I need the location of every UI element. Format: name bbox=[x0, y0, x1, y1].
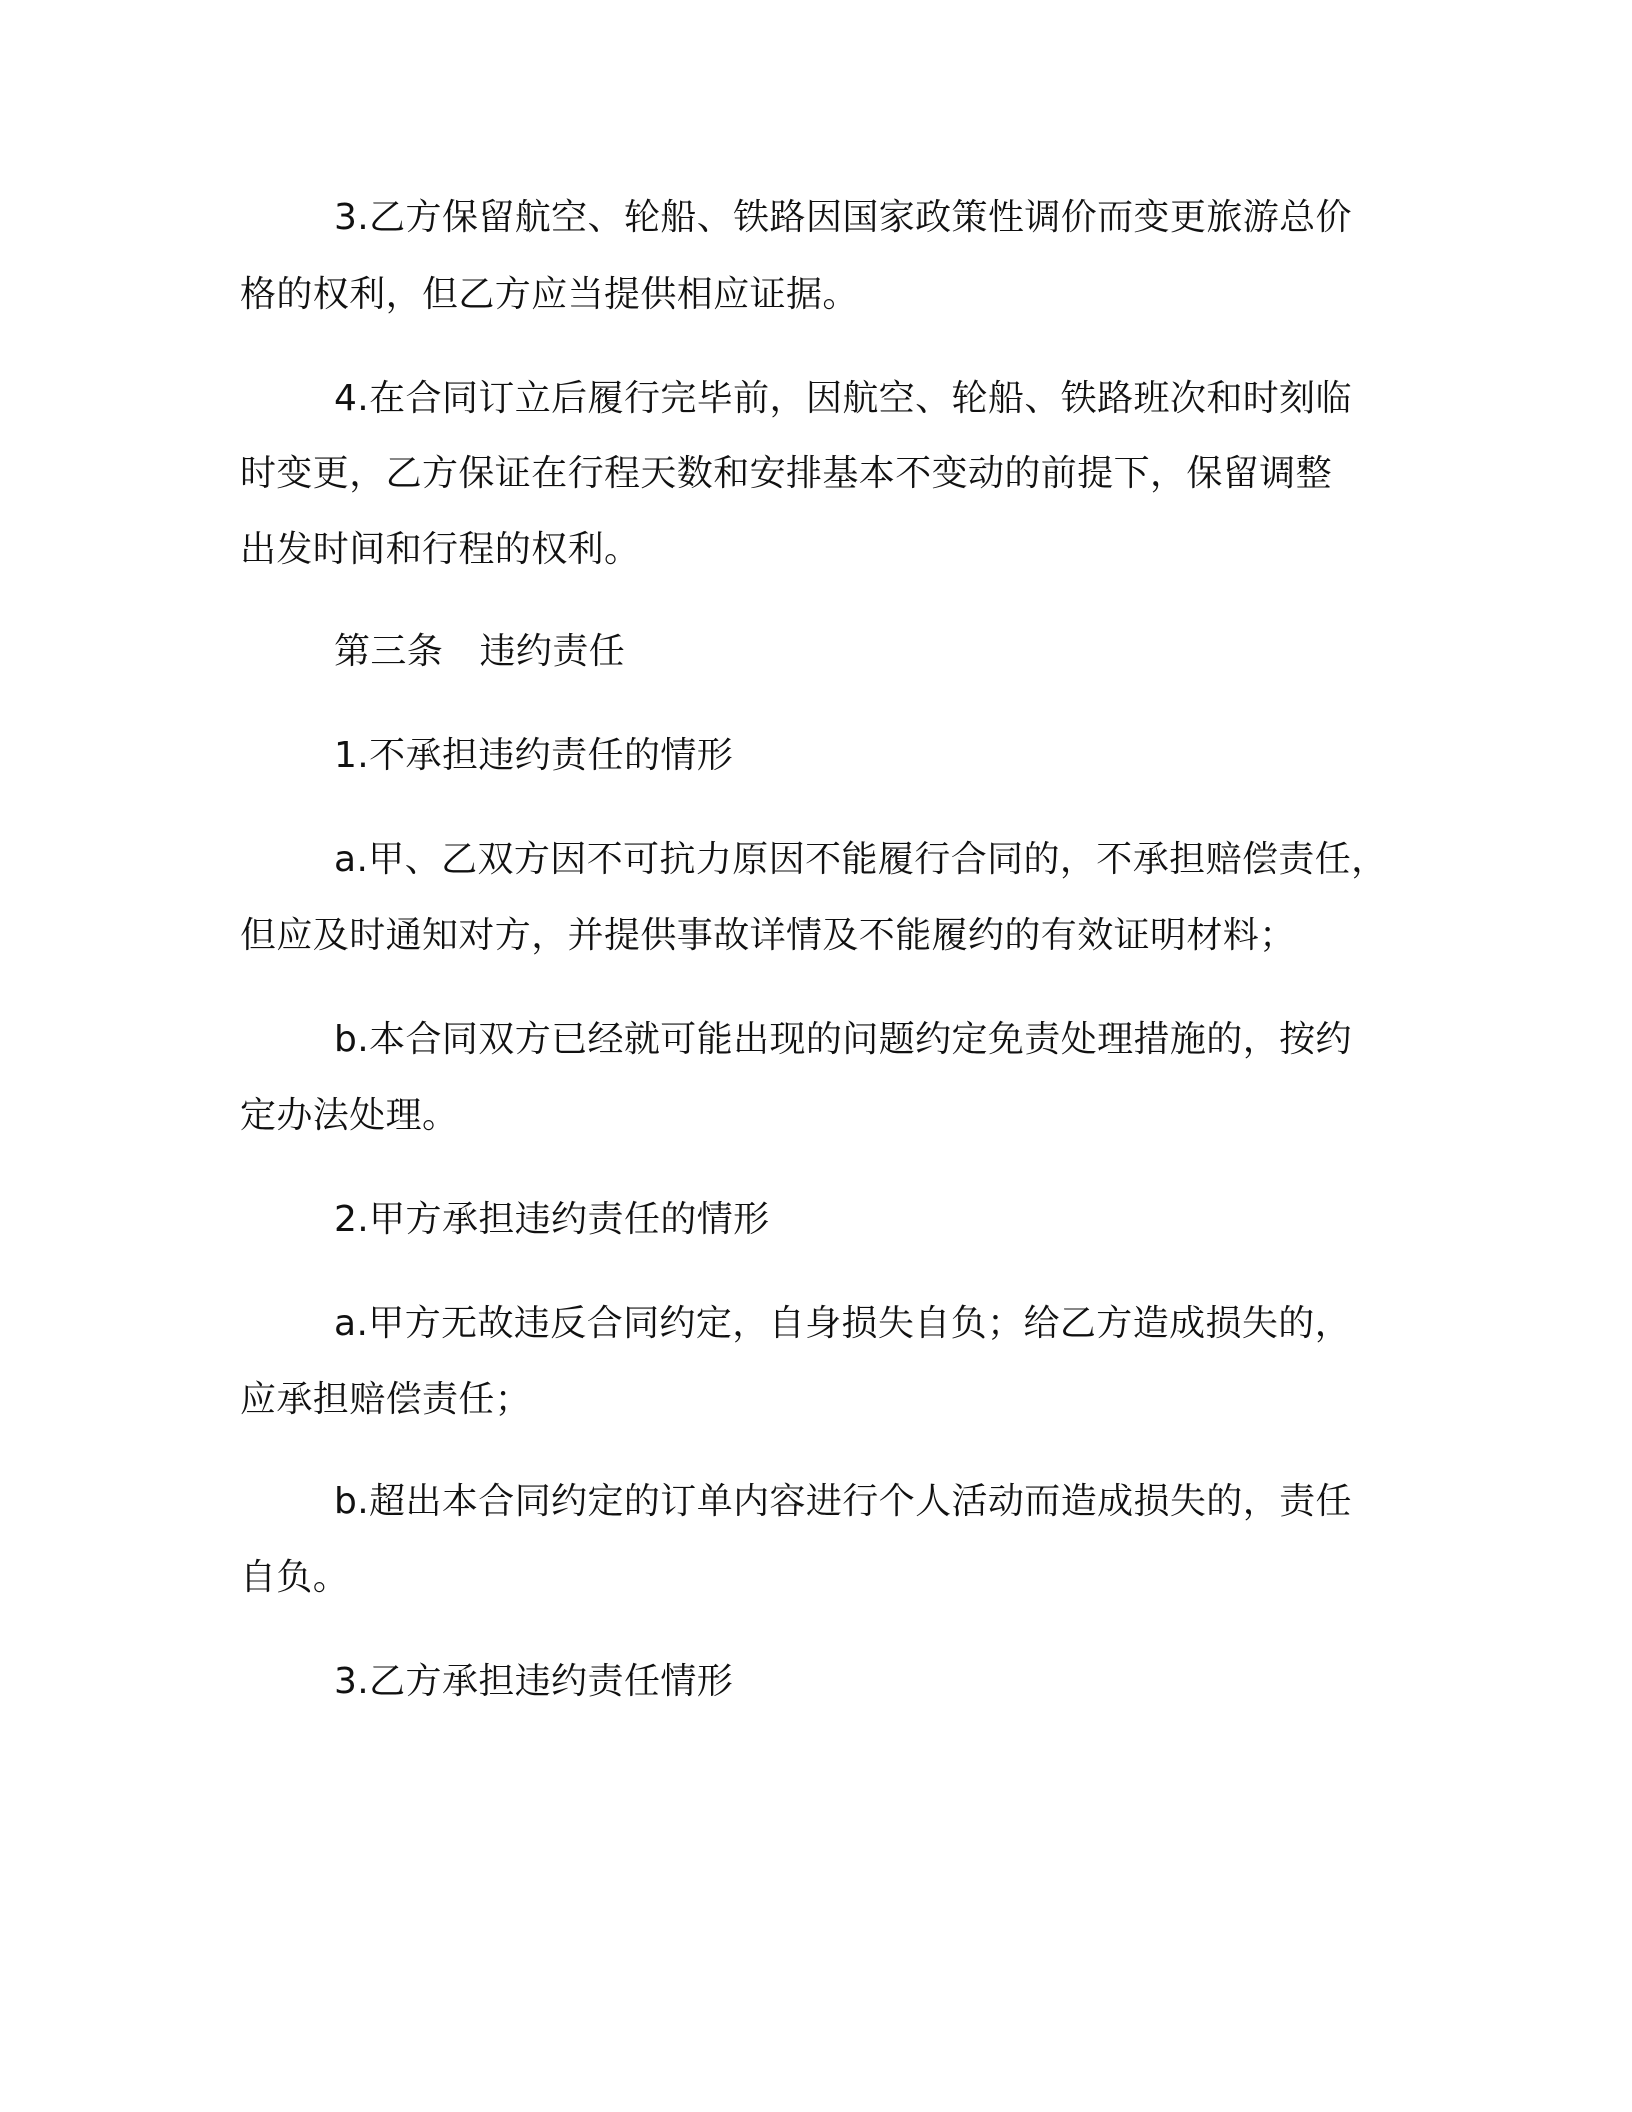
text-line: 但应及时通知对方，并提供事故详情及不能履约的有效证明材料； bbox=[240, 915, 1296, 956]
text-line: 时变更，乙方保证在行程天数和安排基本不变动的前提下，保留调整 bbox=[240, 453, 1333, 494]
text-line: a.甲、乙双方因不可抗力原因不能履行合同的，不承担赔偿责任， bbox=[334, 839, 1388, 880]
text-line: 应承担赔偿责任； bbox=[240, 1379, 532, 1420]
text-line: b.本合同双方已经就可能出现的问题约定免责处理措施的，按约 bbox=[334, 1019, 1352, 1060]
subsection-heading: 3.乙方承担违约责任情形 bbox=[334, 1661, 734, 1702]
subsection-heading: 2.甲方承担违约责任的情形 bbox=[334, 1199, 770, 1240]
text-line: 4.在合同订立后履行完毕前，因航空、轮船、铁路班次和时刻临 bbox=[334, 378, 1352, 419]
text-line: 定办法处理。 bbox=[240, 1095, 459, 1136]
text-line: b.超出本合同约定的订单内容进行个人活动而造成损失的，责任 bbox=[334, 1481, 1352, 1522]
subsection-heading: 1.不承担违约责任的情形 bbox=[334, 735, 734, 776]
text-line: 格的权利，但乙方应当提供相应证据。 bbox=[240, 274, 859, 315]
section-heading: 第三条 违约责任 bbox=[334, 631, 626, 672]
text-line: 自负。 bbox=[240, 1557, 350, 1598]
text-line: a.甲方无故违反合同约定，自身损失自负；给乙方造成损失的， bbox=[334, 1303, 1352, 1344]
text-line: 出发时间和行程的权利。 bbox=[240, 529, 641, 570]
text-line: 3.乙方保留航空、轮船、铁路因国家政策性调价而变更旅游总价 bbox=[334, 197, 1352, 238]
